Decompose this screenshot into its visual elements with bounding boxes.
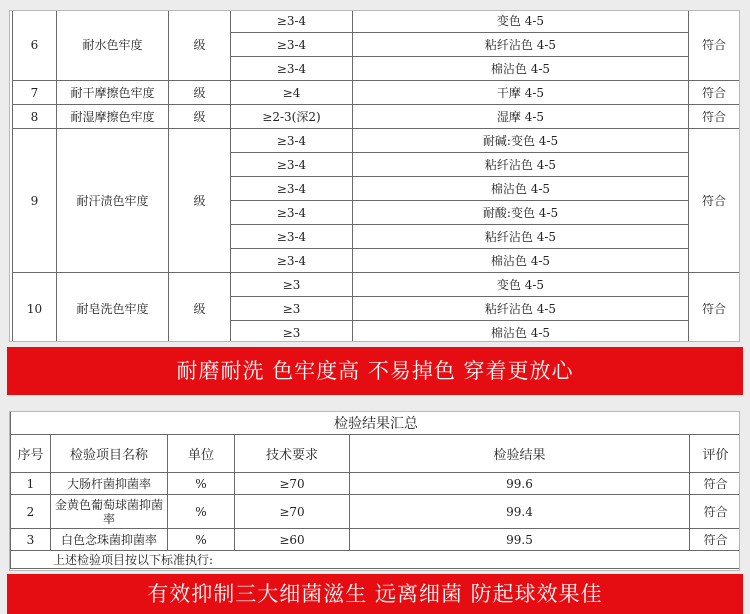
column-header: 技术要求 xyxy=(235,435,350,473)
result: 棉沾色 4-5 xyxy=(353,249,689,273)
table-cell: ≥70 xyxy=(235,473,350,495)
standard-note: 上述检验项目按以下标准执行: xyxy=(11,551,741,569)
table-cell: 符合 xyxy=(690,473,741,495)
requirement: ≥3-4 xyxy=(231,153,353,177)
result: 棉沾色 4-5 xyxy=(353,57,689,81)
row-number: 8 xyxy=(13,105,57,129)
test-item: 耐湿摩擦色牢度 xyxy=(57,105,169,129)
table-row xyxy=(13,105,740,129)
column-header: 序号 xyxy=(11,435,51,473)
result: 变色 4-5 xyxy=(353,10,689,33)
result: 棉沾色 4-5 xyxy=(353,177,689,201)
unit: 级 xyxy=(169,10,231,81)
evaluation: 符合 xyxy=(689,105,740,129)
row-number: 6 xyxy=(13,10,57,81)
requirement: ≥3 xyxy=(231,273,353,297)
table-cell: 3 xyxy=(11,529,51,551)
table-cell: 2 xyxy=(11,495,51,529)
table-cell: ≥70 xyxy=(235,495,350,529)
requirement: ≥3-4 xyxy=(231,225,353,249)
table-cell: 99.4 xyxy=(350,495,690,529)
table-row xyxy=(11,495,741,529)
requirement: ≥3-4 xyxy=(231,10,353,33)
requirement: ≥3 xyxy=(231,297,353,321)
unit: 级 xyxy=(169,273,231,343)
column-header: 检验结果 xyxy=(350,435,690,473)
requirement: ≥3-4 xyxy=(231,201,353,225)
table-row xyxy=(11,529,741,551)
requirement: ≥4 xyxy=(231,81,353,105)
colorfastness-table xyxy=(12,10,740,342)
test-item: 耐水色牢度 xyxy=(57,10,169,81)
table-cell: ≥60 xyxy=(235,529,350,551)
table-row xyxy=(11,473,741,495)
test-item: 耐干摩擦色牢度 xyxy=(57,81,169,105)
table-cell: 白色念珠菌抑菌率 xyxy=(51,529,168,551)
table-row xyxy=(13,10,740,33)
column-header: 评价 xyxy=(690,435,741,473)
requirement: ≥3-4 xyxy=(231,57,353,81)
summary-table-panel xyxy=(9,411,740,571)
result: 棉沾色 4-5 xyxy=(353,321,689,343)
evaluation: 符合 xyxy=(689,81,740,105)
requirement: ≥2-3(深2) xyxy=(231,105,353,129)
result: 耐碱:变色 4-5 xyxy=(353,129,689,153)
result: 粘纤沾色 4-5 xyxy=(353,297,689,321)
result: 耐酸:变色 4-5 xyxy=(353,201,689,225)
requirement: ≥3-4 xyxy=(231,33,353,57)
table-cell: 金黄色葡萄球菌抑菌率 xyxy=(51,495,168,529)
summary-table-title: 检验结果汇总 xyxy=(11,412,741,435)
result: 变色 4-5 xyxy=(353,273,689,297)
column-header: 单位 xyxy=(168,435,235,473)
row-number: 9 xyxy=(13,129,57,273)
requirement: ≥3-4 xyxy=(231,129,353,153)
evaluation: 符合 xyxy=(689,129,740,273)
table-row xyxy=(13,273,740,297)
result: 干摩 4-5 xyxy=(353,81,689,105)
test-item: 耐汗渍色牢度 xyxy=(57,129,169,273)
result: 粘纤沾色 4-5 xyxy=(353,153,689,177)
table-cell: 符合 xyxy=(690,495,741,529)
summary-table xyxy=(10,412,740,569)
promo-banner-washfast: 耐磨耐洗 色牢度高 不易掉色 穿着更放心 xyxy=(7,347,743,395)
table-cell: % xyxy=(168,473,235,495)
requirement: ≥3-4 xyxy=(231,249,353,273)
requirement: ≥3-4 xyxy=(231,177,353,201)
result: 粘纤沾色 4-5 xyxy=(353,33,689,57)
evaluation: 符合 xyxy=(689,10,740,81)
evaluation: 符合 xyxy=(689,273,740,343)
table-row xyxy=(13,81,740,105)
unit: 级 xyxy=(169,105,231,129)
test-item: 耐皂洗色牢度 xyxy=(57,273,169,343)
colorfastness-table-panel xyxy=(9,10,740,342)
promo-banner-antibacterial: 有效抑制三大细菌滋生 远离细菌 防起球效果佳 xyxy=(7,574,743,614)
row-number: 10 xyxy=(13,273,57,343)
table-cell: 99.6 xyxy=(350,473,690,495)
table-cell: 99.5 xyxy=(350,529,690,551)
table-cell: 符合 xyxy=(690,529,741,551)
result: 粘纤沾色 4-5 xyxy=(353,225,689,249)
table-cell: % xyxy=(168,529,235,551)
table-row xyxy=(13,129,740,153)
result: 湿摩 4-5 xyxy=(353,105,689,129)
unit: 级 xyxy=(169,129,231,273)
row-number: 7 xyxy=(13,81,57,105)
column-header: 检验项目名称 xyxy=(51,435,168,473)
table-cell: 1 xyxy=(11,473,51,495)
unit: 级 xyxy=(169,81,231,105)
table-cell: % xyxy=(168,495,235,529)
requirement: ≥3 xyxy=(231,321,353,343)
table-cell: 大肠杆菌抑菌率 xyxy=(51,473,168,495)
